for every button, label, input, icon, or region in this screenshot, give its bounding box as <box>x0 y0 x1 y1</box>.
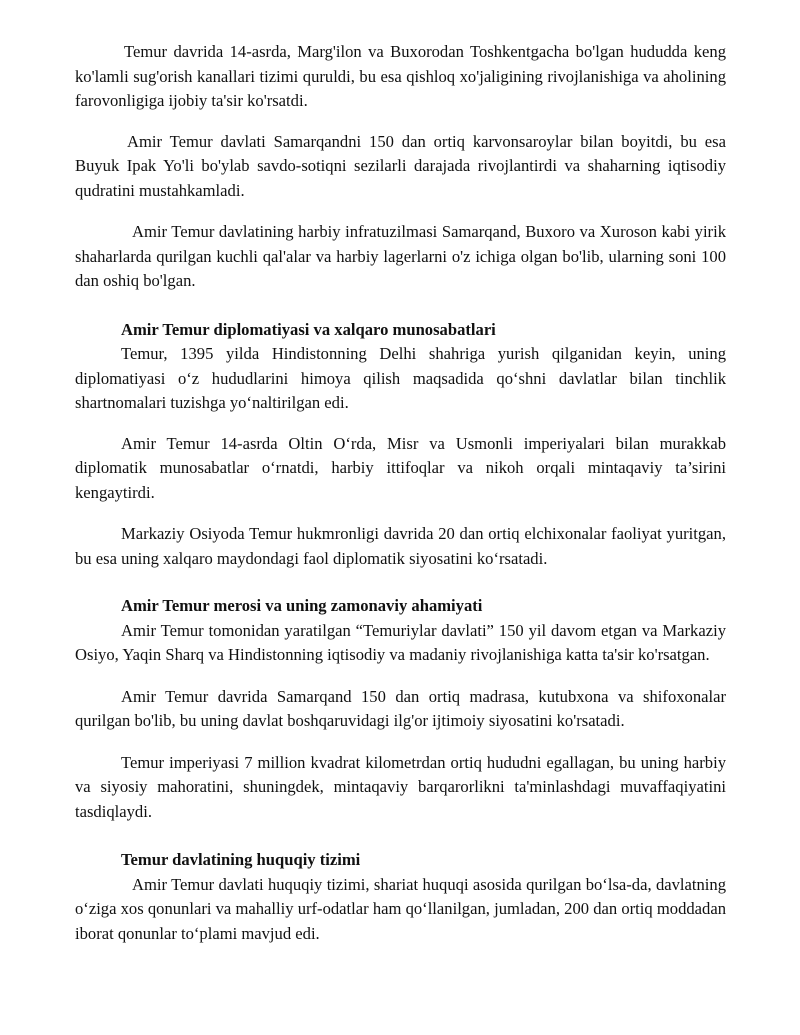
paragraph-empire-size: Temur imperiyasi 7 million kvadrat kilometrdan ortiq hududni egallagan, bu uning harbiy va siyosiy mahoratini, shuningdek, mintaqaviy barqarorlikni ta'minlashdagi muvaffaqiyatini tasdiqlaydi. <box>75 752 726 821</box>
heading-legacy: Amir Temur merosi va uning zamonaviy ahamiyati <box>121 596 483 615</box>
paragraph-madrasas: Amir Temur davrida Samarqand 150 dan ortiq madrasa, kutubxona va shifoxonalar qurilgan bo'lib, bu uning davlat boshqaruvidagi ilg'or ijtimoiy siyosatini ko'rsatadi. <box>75 686 726 730</box>
paragraph-irrigation: Temur davrida 14-asrda, Marg'ilon va Buxorodan Toshkentgacha bo'lgan hududda keng ko'lamli sug'orish kanallari tizimi quruldi, bu esa qishloq xo'jaligining rivojlanishiga va aholining farovonligiga ijobiy ta'sir ko'rsatdi. <box>75 42 726 110</box>
paragraph-timurid-state: Amir Temur tomonidan yaratilgan “Temuriylar davlati” 150 yil davom etgan va Markaziy Osiyo, Yaqin Sharq va Hindistonning iqtisodiy va madaniy rivojlanishiga katta ta'sir ko'rsatgan. <box>75 620 726 664</box>
heading-diplomacy: Amir Temur diplomatiyasi va xalqaro munosabatlari <box>121 319 496 339</box>
paragraph-embassies: Markaziy Osiyoda Temur hukmronligi davrida 20 dan ortiq elchixonalar faoliyat yuritgan, bu esa uning xalqaro maydondagi faol diplomatik siyosatini ko‘rsatadi. <box>75 524 726 568</box>
heading-legal-system: Temur davlatining huquqiy tizimi <box>121 850 361 869</box>
paragraph-delhi-campaign: Temur, 1395 yilda Hindistonning Delhi shahriga yurish qilganidan keyin, uning diplomatiyasi o‘z hududlarini himoya qilish maqsadida qo‘shni davlatlar bilan tinchlik shartnomalari tuzishga yo‘naltirilgan edi. <box>75 344 726 412</box>
paragraph-military-infrastructure: Amir Temur davlatining harbiy infratuzilmasi Samarqand, Buxoro va Xuroson kabi yirik shaharlarda qurilgan kuchli qal'alar va harbiy lagerlarni o'z ichiga olgan bo'lib, ularning soni 100 dan oshiq bo'lgan. <box>75 222 726 290</box>
document-page <box>75 40 726 946</box>
paragraph-diplomatic-relations: Amir Temur 14-asrda Oltin O‘rda, Misr va Usmonli imperiyalari bilan murakkab diplomatik munosabatlar o‘rnatdi, harbiy ittifoqlar va nikoh orqali mintaqaviy ta’sirini kengaytirdi. <box>75 433 726 502</box>
paragraph-legal-system: Amir Temur davlati huquqiy tizimi, shariat huquqi asosida qurilgan bo‘lsa-da, davlatning o‘ziga xos qonunlari va mahalliy urf-odatlar ham qo‘llanilgan, jumladan, 200 dan ortiq moddadan iborat qonunlar to‘plami mavjud edi. <box>75 874 726 943</box>
paragraph-caravanserais: Amir Temur davlati Samarqandni 150 dan ortiq karvonsaroylar bilan boyitdi, bu esa Buyuk Ipak Yo'li bo'ylab savdo-sotiqni sezilarli darajada rivojlantirdi va shaharning iqtisodiy qudratini mustahkamladi. <box>75 131 726 200</box>
